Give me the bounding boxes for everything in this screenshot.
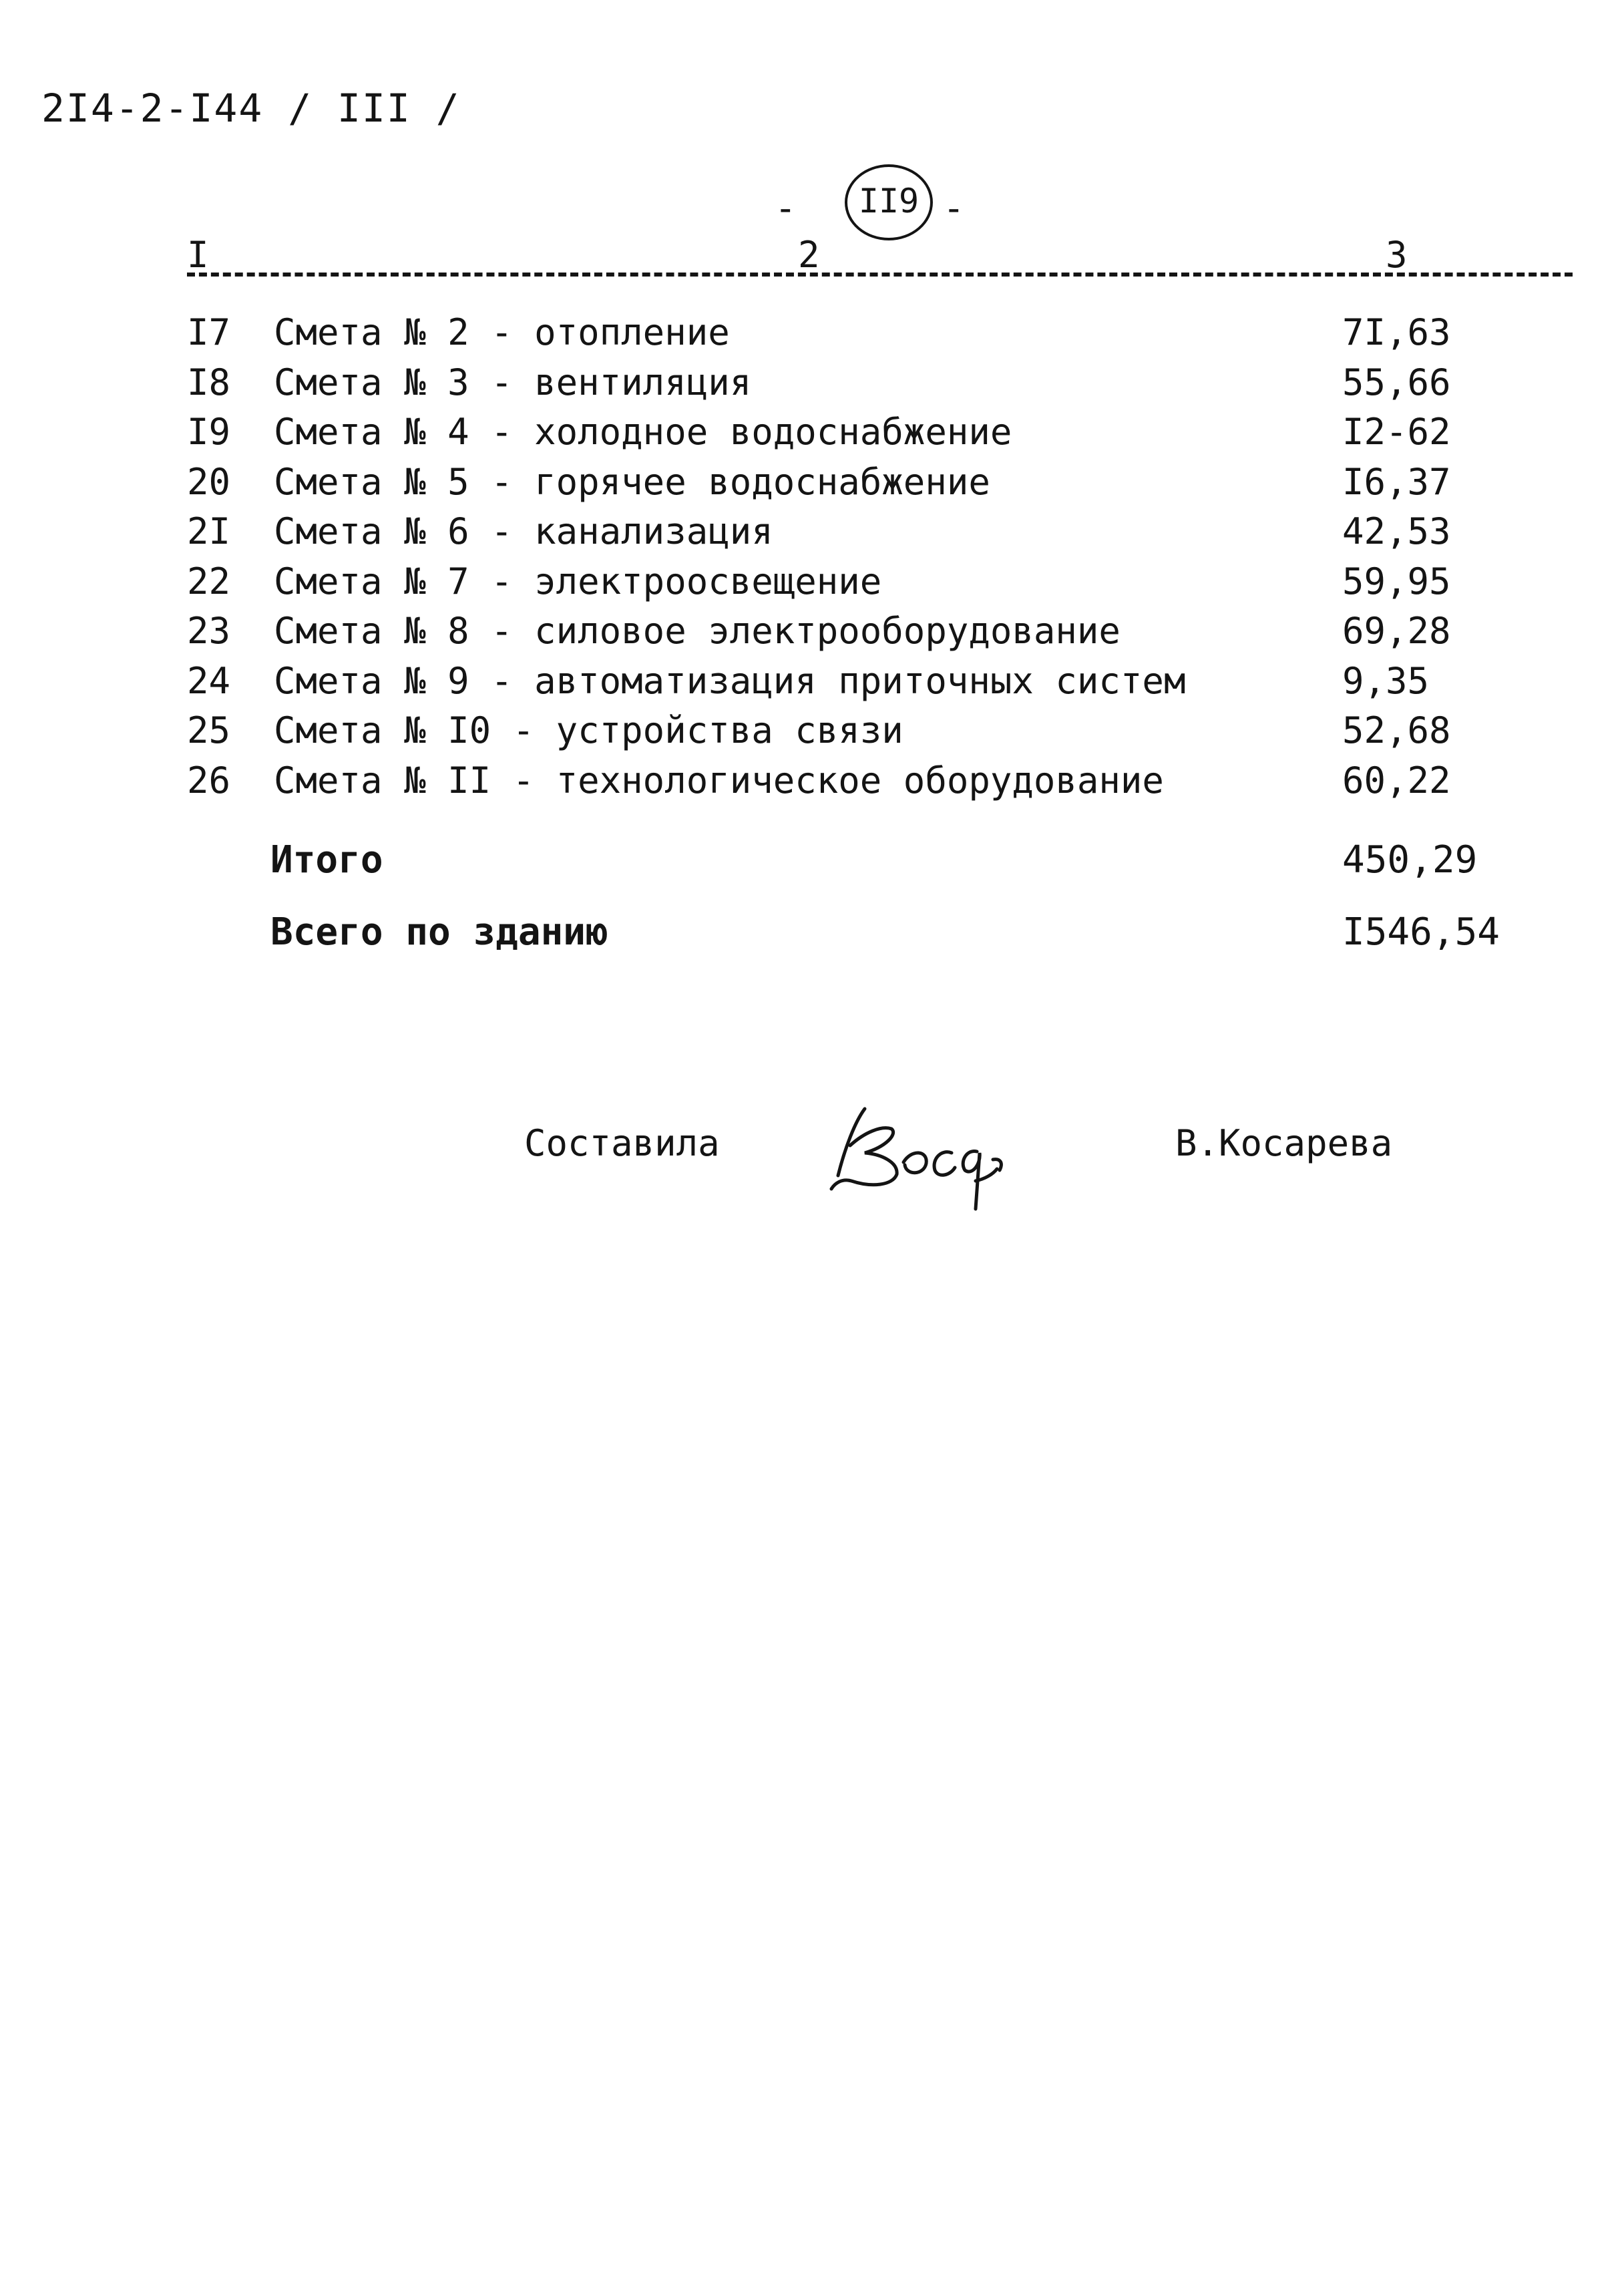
- table-row: [0, 560, 1624, 610]
- row-value: I2-62: [1342, 411, 1451, 453]
- row-value: 9,35: [1342, 659, 1430, 702]
- row-description: Смета № 7 - электроосвещение: [274, 560, 882, 602]
- grand-total-row: [0, 910, 1624, 964]
- row-description: Смета № II - технологическое оборудование: [274, 759, 1164, 802]
- page-number-dash-left: -: [775, 187, 797, 229]
- row-value: 55,66: [1342, 361, 1451, 403]
- row-description: Смета № I0 - устройства связи: [274, 709, 903, 751]
- document-code: 2I4-2-I44 / III /: [41, 85, 461, 131]
- header-dashed-rule: [187, 273, 1573, 277]
- estimate-table: [0, 311, 1624, 809]
- page-number-dash-right: -: [943, 187, 965, 229]
- column-header-3: 3: [1386, 234, 1408, 276]
- grand-total-value: I546,54: [1342, 910, 1500, 954]
- row-value: 69,28: [1342, 610, 1451, 652]
- compiler-name: В.Косарева: [1175, 1122, 1393, 1164]
- subtotal-label: Итого: [270, 838, 383, 882]
- table-row: [0, 660, 1624, 710]
- row-description: Смета № 5 - горячее водоснабжение: [274, 460, 990, 503]
- row-value: 59,95: [1342, 560, 1451, 602]
- row-value: 7I,63: [1342, 311, 1451, 353]
- row-number: 24: [187, 659, 231, 702]
- column-header-2: 2: [798, 234, 820, 276]
- table-row: [0, 311, 1624, 361]
- table-row: [0, 510, 1624, 560]
- row-number: 2I: [187, 510, 231, 552]
- table-row: [0, 361, 1624, 411]
- row-number: I8: [187, 361, 231, 403]
- row-value: I6,37: [1342, 460, 1451, 503]
- row-number: 22: [187, 560, 231, 602]
- row-number: I9: [187, 411, 231, 453]
- page-number: [775, 164, 975, 244]
- table-row: [0, 759, 1624, 810]
- row-number: 25: [187, 709, 231, 751]
- table-row: [0, 461, 1624, 511]
- row-value: 42,53: [1342, 510, 1451, 552]
- row-description: Смета № 2 - отопление: [274, 311, 730, 353]
- subtotal-value: 450,29: [1342, 838, 1478, 882]
- page-number-value: II9: [858, 182, 920, 220]
- table-row: [0, 709, 1624, 759]
- row-description: Смета № 9 - автоматизация приточных систем: [274, 659, 1186, 702]
- table-row: [0, 411, 1624, 461]
- row-description: Смета № 4 - холодное водоснабжение: [274, 411, 1012, 453]
- row-description: Смета № 3 - вентиляция: [274, 361, 752, 403]
- row-description: Смета № 8 - силовое электрооборудование: [274, 610, 1121, 652]
- row-number: 20: [187, 460, 231, 503]
- signature-block: [0, 1122, 1624, 1229]
- subtotal-row: [0, 838, 1624, 892]
- row-number: I7: [187, 311, 231, 353]
- grand-total-label: Всего по зданию: [270, 910, 608, 954]
- row-description: Смета № 6 - канализация: [274, 510, 773, 552]
- row-number: 26: [187, 759, 231, 802]
- compiled-by-label: Составила: [524, 1122, 720, 1164]
- row-value: 60,22: [1342, 759, 1451, 802]
- column-header-1: I: [187, 234, 209, 276]
- row-value: 52,68: [1342, 709, 1451, 751]
- row-number: 23: [187, 610, 231, 652]
- table-row: [0, 610, 1624, 660]
- handwritten-signature: [818, 1095, 1012, 1216]
